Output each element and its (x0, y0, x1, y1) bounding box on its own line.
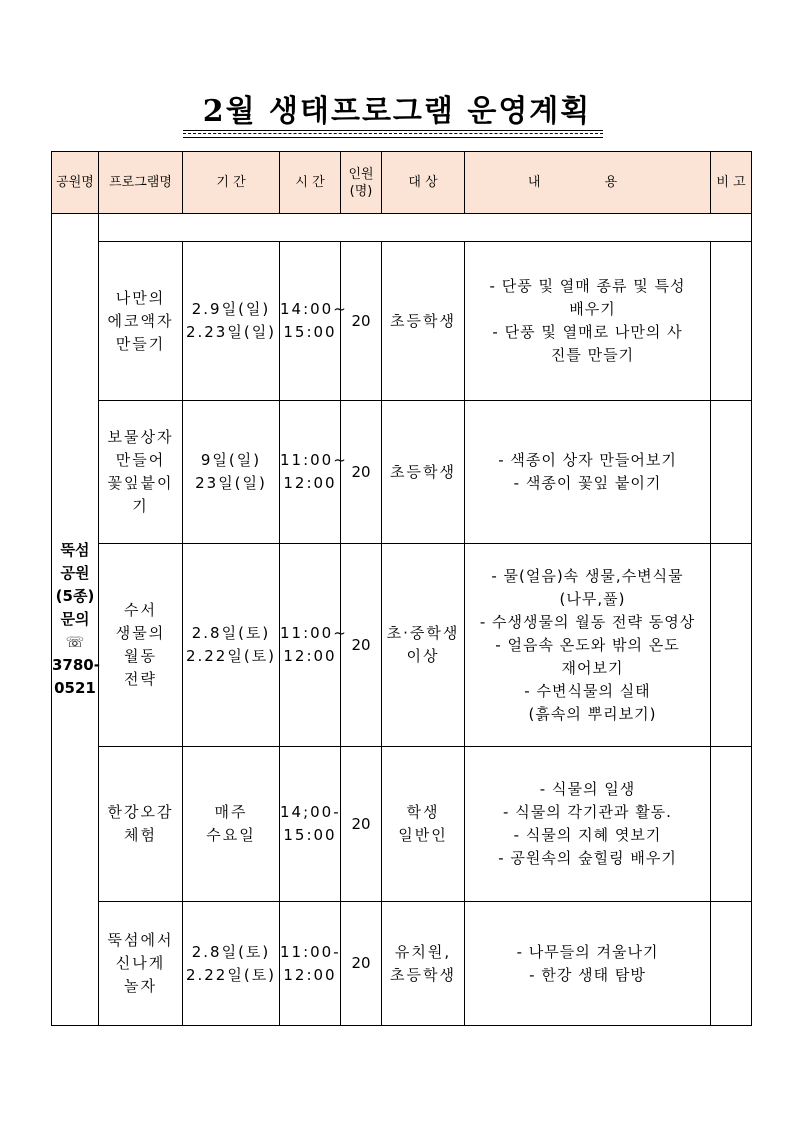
program-name-cell (99, 902, 183, 1026)
time-cell-line: 11:00~ (280, 451, 348, 469)
target-cell-line: 초등학생 (390, 462, 456, 481)
time-cell (280, 747, 341, 902)
program-name-cell (99, 544, 183, 747)
time-cell-line: 11:00- (280, 942, 341, 961)
page-title: 2월 생태프로그램 운영계획 (202, 94, 592, 129)
table-row (52, 544, 752, 747)
program-name-cell-line: 보물상자 (107, 428, 174, 446)
note-cell (711, 747, 752, 902)
content-line: - 식물의 각기관과 활동. (503, 803, 672, 821)
program-name-cell-line: 체험 (124, 826, 157, 844)
park-cell (52, 214, 99, 1026)
time-cell-line: 15:00 (283, 826, 337, 844)
time-cell (280, 544, 348, 747)
program-name-cell-line: 놀자 (124, 977, 157, 995)
period-cell-line: 23일(일) (195, 474, 267, 492)
content-line: - 수생생물의 월동 전략 동영상 (479, 612, 696, 631)
target-cell-line: 유치원, (394, 942, 452, 961)
content-line: 진틀 만들기 (550, 346, 635, 364)
header-content-label: 내 용 (527, 175, 648, 190)
period-cell-line: 수요일 (206, 826, 256, 844)
period-cell-line: 매주 (214, 803, 248, 821)
time-cell-line: 12:00 (283, 965, 337, 984)
target-cell (382, 902, 465, 1026)
header-target: 대 상 (382, 152, 465, 214)
time-cell-line: 14;00- (280, 803, 341, 821)
program-name-cell (99, 242, 183, 401)
header-row (52, 152, 752, 214)
period-cell (183, 902, 280, 1026)
program-name-cell-line: 만들어 (115, 451, 166, 469)
content-line: - 물(얼음)속 생물,수변식물 (491, 566, 684, 585)
content-cell (465, 544, 711, 747)
program-name-cell-line: 신나게 (115, 954, 166, 972)
time-cell-line: 15:00 (283, 323, 337, 341)
period-cell-line: 2.9일(일) (191, 300, 271, 318)
program-name-cell (99, 401, 183, 544)
time-cell (280, 242, 348, 401)
target-cell (382, 242, 465, 401)
period-cell-line: 2.22일(토) (185, 647, 277, 665)
content-line: - 단풍 및 열매 종류 및 특성 (489, 277, 686, 295)
target-cell (382, 747, 465, 902)
title-underline (183, 130, 603, 138)
period-cell-line: 2.8일(토) (191, 624, 271, 642)
people-cell: 20 (341, 401, 382, 544)
period-cell (183, 401, 280, 544)
program-name-cell-line: 생물의 (115, 624, 166, 642)
period-cell (183, 242, 280, 401)
content-cell (465, 401, 711, 544)
content-line: - 공원속의 숲힐링 배우기 (498, 849, 677, 867)
program-name-cell-line: 전략 (124, 670, 157, 688)
content-line: (흙속의 뿌리보기) (528, 704, 657, 723)
header-people-line1: 인원 (348, 166, 374, 182)
target-cell-line: 학생 (406, 803, 440, 821)
time-cell-line: 14:00~ (280, 300, 348, 318)
content-line: - 식물의 일생 (539, 780, 636, 798)
note-cell (711, 544, 752, 747)
target-cell-line: 일반인 (398, 826, 448, 844)
content-cell (465, 902, 711, 1026)
time-cell (280, 401, 348, 544)
program-name-cell-line: 꽃잎붙이 (107, 474, 174, 492)
period-cell-line: 2.23일(일) (185, 323, 277, 341)
people-cell: 20 (341, 747, 382, 902)
target-cell (382, 401, 465, 544)
phone-icon: ☏ (65, 633, 85, 651)
program-name-cell (99, 747, 183, 902)
people-cell: 20 (341, 544, 382, 747)
target-cell-line: 이상 (406, 647, 440, 665)
park-line4: 문의 (60, 610, 90, 628)
time-cell-line: 12:00 (283, 647, 337, 665)
title-underline-dashes (183, 133, 603, 134)
note-cell (711, 902, 752, 1026)
content-line: - 색종이 꽃잎 붙이기 (513, 474, 662, 492)
period-cell-line: 9일(일) (200, 451, 262, 469)
content-line: - 수변식물의 실태 (524, 681, 651, 700)
spacer-row (52, 214, 752, 242)
content-line: - 식물의 지혜 엿보기 (513, 826, 662, 844)
header-people (341, 152, 382, 214)
period-cell (183, 747, 280, 902)
period-cell-line: 2.8일(토) (191, 942, 271, 961)
target-cell-line: 초등학생 (390, 311, 456, 330)
header-period: 기 간 (183, 152, 280, 214)
people-cell: 20 (341, 242, 382, 401)
park-line1: 뚝섬 (60, 541, 90, 559)
period-cell-line: 2.22일(토) (185, 965, 277, 984)
time-cell (280, 902, 341, 1026)
program-name-cell-line: 한강오감 (107, 803, 174, 821)
people-cell: 20 (341, 902, 382, 1026)
note-cell (711, 242, 752, 401)
time-cell-line: 11:00~ (280, 624, 348, 642)
table-row (52, 242, 752, 401)
content-line: - 나무들의 겨울나기 (516, 942, 659, 961)
header-note: 비 고 (711, 152, 752, 214)
content-line: - 색종이 상자 만들어보기 (498, 451, 677, 469)
park-line3: (5종) (55, 587, 95, 605)
header-people-line2: (명) (349, 183, 373, 199)
header-time: 시 간 (280, 152, 341, 214)
park-line2: 공원 (60, 564, 90, 582)
content-cell (465, 747, 711, 902)
program-name-cell-line: 만들기 (115, 334, 166, 353)
program-name-cell-line: 기 (132, 497, 149, 515)
table-row (52, 902, 752, 1026)
target-cell (382, 544, 465, 747)
header-content (465, 152, 711, 214)
period-cell (183, 544, 280, 747)
content-line: - 한강 생태 탐방 (529, 965, 646, 984)
target-cell-line: 초등학생 (390, 965, 456, 984)
table-row (52, 401, 752, 544)
content-line: - 단풍 및 열매로 나만의 사 (492, 323, 683, 341)
program-name-cell-line: 에코액자 (107, 311, 174, 330)
time-cell-line: 12:00 (283, 474, 337, 492)
spacer-cell (99, 214, 752, 242)
program-table (51, 151, 752, 1026)
program-name-cell-line: 뚝섬에서 (107, 931, 174, 949)
content-line: 배우기 (569, 300, 616, 318)
program-name-cell-line: 수서 (124, 601, 157, 619)
title-block (0, 86, 794, 130)
target-cell-line: 초·중학생 (386, 624, 460, 642)
content-line: (나무,풀) (559, 589, 626, 608)
note-cell (711, 401, 752, 544)
park-line5: 3780- (52, 656, 100, 674)
content-line: - 얼음속 온도와 밖의 온도 (495, 635, 680, 654)
park-line6: 0521 (54, 679, 96, 697)
content-line: 재어보기 (561, 658, 624, 677)
program-name-cell-line: 나만의 (115, 288, 166, 307)
content-cell (465, 242, 711, 401)
program-name-cell-line: 월동 (124, 647, 157, 665)
table-row (52, 747, 752, 902)
header-park: 공원명 (52, 152, 99, 214)
header-program: 프로그램명 (99, 152, 183, 214)
